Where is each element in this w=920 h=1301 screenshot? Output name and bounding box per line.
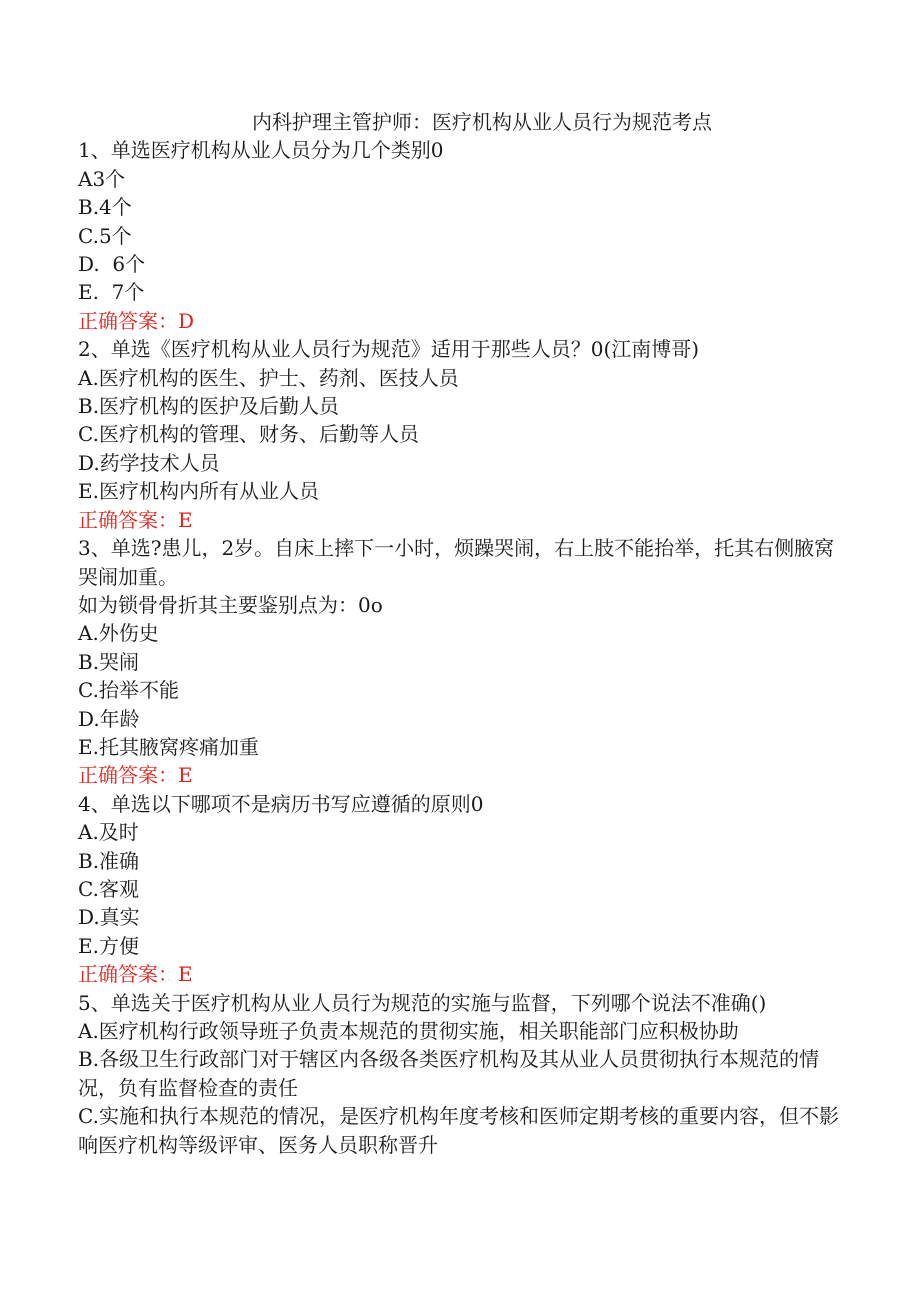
question-stem: 2、单选《医疗机构从业人员行为规范》适用于那些人员？0(江南博哥): [78, 337, 700, 362]
answer-line: 正确答案：D: [78, 308, 195, 333]
option-b: B.哭闹: [78, 649, 140, 674]
document-title: 内科护理主管护师：医疗机构从业人员行为规范考点: [252, 110, 712, 134]
question-stem: 5、单选关于医疗机构从业人员行为规范的实施与监督，下列哪个说法不准确(): [78, 990, 767, 1015]
option-c: C.抬举不能: [78, 678, 179, 703]
option-a: A.医疗机构的医生、护士、药剂、医技人员: [78, 365, 459, 390]
question-stem: 3、单选?患儿，2岁。自床上摔下一小时，烦躁哭闹，右上肢不能抬举，托其右侧腋窝哭闹加重。: [78, 536, 835, 589]
option-e: E.方便: [78, 933, 139, 958]
option-e: E. 7个: [78, 280, 145, 305]
answer-line: 正确答案：E: [78, 763, 193, 788]
question-stem: 1、单选医疗机构从业人员分为几个类别0: [78, 138, 444, 163]
option-c: C.医疗机构的管理、财务、后勤等人员: [78, 422, 419, 447]
option-e: E.托其腋窝疼痛加重: [78, 734, 259, 759]
question-1: [78, 136, 848, 335]
question-stem-continued: 如为锁骨骨折其主要鉴别点为：0o: [78, 592, 383, 617]
question-3: [78, 534, 848, 790]
document-body: [78, 108, 848, 1159]
option-a: A3个: [78, 166, 126, 191]
question-5: [78, 989, 848, 1159]
option-d: D. 6个: [78, 252, 146, 277]
option-b: B.医疗机构的医护及后勤人员: [78, 394, 340, 419]
option-c: C.实施和执行本规范的情况，是医疗机构年度考核和医师定期考核的重要内容，但不影响医疗机构等级评审、医务人员职称晋升: [78, 1104, 839, 1157]
option-a: A.医疗机构行政领导班子负责本规范的贯彻实施，相关职能部门应积极协助: [78, 1019, 739, 1043]
option-d: D.真实: [78, 905, 140, 930]
option-d: D.年龄: [78, 706, 140, 731]
option-b: B.各级卫生行政部门对于辖区内各级各类医疗机构及其从业人员贯彻执行本规范的情况，负有监督检查的责任: [78, 1047, 820, 1100]
option-c: C.客观: [78, 876, 139, 901]
question-4: [78, 790, 848, 989]
option-e: E.医疗机构内所有从业人员: [78, 479, 319, 504]
option-d: D.药学技术人员: [78, 450, 220, 475]
question-stem: 4、单选以下哪项不是病历书写应遵循的原则0: [78, 791, 484, 816]
answer-line: 正确答案：E: [78, 507, 193, 532]
option-a: A.外伤史: [78, 621, 159, 646]
answer-line: 正确答案：E: [78, 962, 193, 987]
question-2: [78, 335, 848, 534]
option-c: C.5个: [78, 223, 132, 248]
option-b: B.4个: [78, 195, 132, 220]
option-a: A.及时: [78, 820, 139, 845]
option-b: B.准确: [78, 848, 140, 873]
